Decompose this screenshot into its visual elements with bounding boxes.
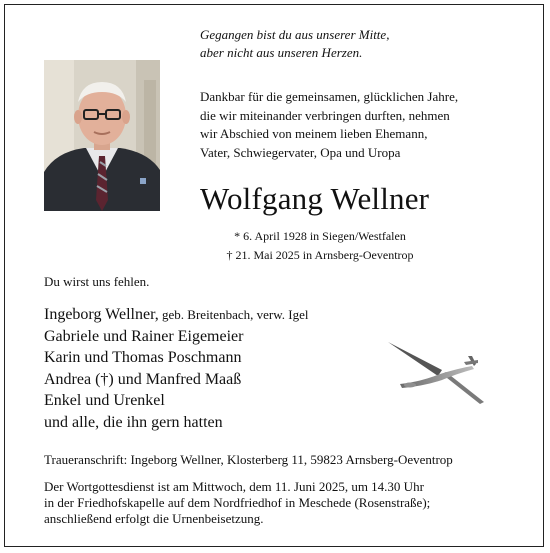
portrait-photo <box>44 60 160 211</box>
family-line-3: Karin und Thomas Poschmann <box>44 349 242 366</box>
family-line-2: Gabriele und Rainer Eigemeier <box>44 327 244 345</box>
deceased-name: Wolfgang Wellner <box>200 181 430 216</box>
death-date: † 21. Mai 2025 in Arnsberg-Oeventrop <box>226 248 414 262</box>
birth-date: * 6. April 1928 in Siegen/Westfalen <box>234 229 406 243</box>
intro-line-2: die wir miteinander verbringen durften, nehmen <box>200 107 450 123</box>
portrait-image <box>44 60 160 211</box>
service-info <box>44 479 430 527</box>
family-line-1 <box>44 304 308 326</box>
quote-line-1: Gegangen bist du aus unserer Mitte, <box>200 27 390 42</box>
spouse-maiden-name: geb. Breitenbach, verw. Igel <box>158 307 309 322</box>
memorial-quote <box>200 26 520 62</box>
intro-line-3: wir Abschied von meinem lieben Ehemann, <box>200 126 428 141</box>
intro-line-4: Vater, Schwiegervater, Opa und Uropa <box>200 144 401 160</box>
intro-line-1: Dankbar für die gemeinsamen, glücklichen Jahre, <box>200 89 459 104</box>
quote-line-2: aber nicht aus unseren Herzen. <box>200 45 363 60</box>
family-line-6: und alle, die ihn gern hatten <box>44 413 223 431</box>
intro-text <box>200 88 520 162</box>
mourning-address: Traueranschrift: Ingeborg Wellner, Klosterberg 11, 59823 Arnsberg-Oeventrop <box>44 452 453 467</box>
family-line-5: Enkel und Urenkel <box>44 392 165 409</box>
service-line-3: anschließend erfolgt die Urnenbeisetzung. <box>44 511 264 526</box>
service-line-2: in der Friedhofskapelle auf dem Nordfriedhof in Meschede (Rosenstraße); <box>44 495 431 510</box>
family-list <box>44 304 308 433</box>
family-line-4: Andrea (†) und Manfred Maaß <box>44 370 242 388</box>
life-dates <box>200 227 440 265</box>
service-line-1: Der Wortgottesdienst ist am Mittwoch, dem 11. Juni 2025, um 14.30 Uhr <box>44 479 424 494</box>
glider-icon <box>380 332 488 404</box>
farewell-text: Du wirst uns fehlen. <box>44 274 150 289</box>
spouse-name: Ingeborg Wellner, <box>44 306 159 323</box>
